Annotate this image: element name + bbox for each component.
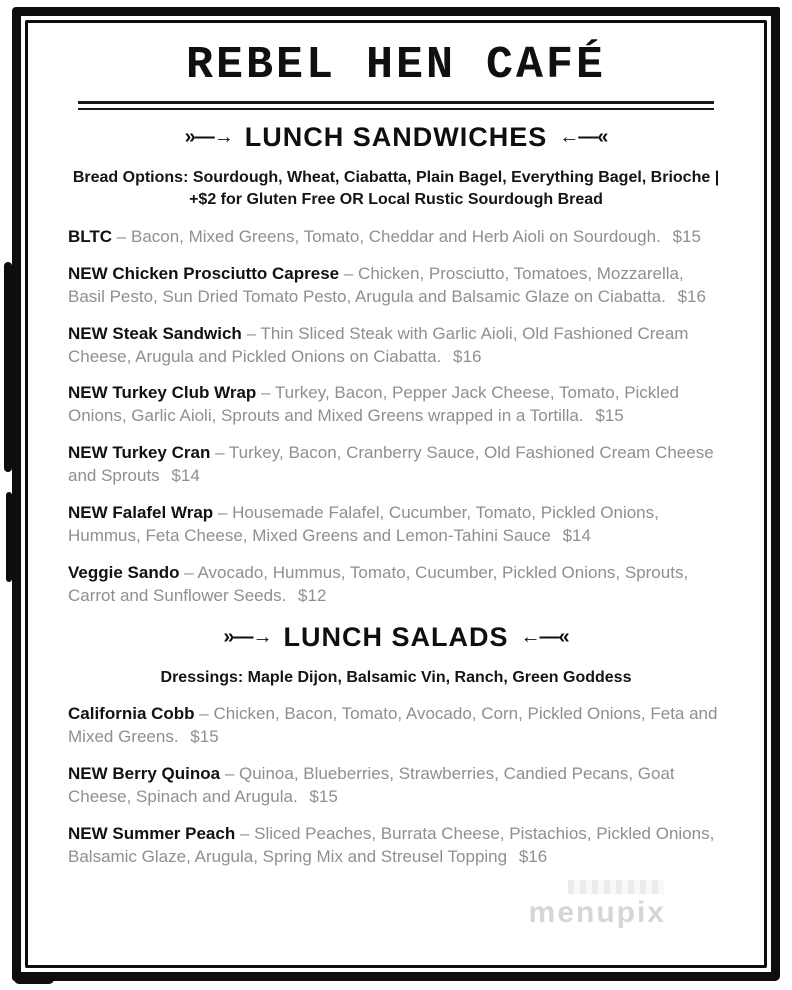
menu-item [68, 703, 724, 749]
watermark-box [568, 880, 664, 894]
menu-section-lunch-salads [66, 622, 726, 869]
section-note: Dressings: Maple Dijon, Balsamic Vin, Ranch, Green Goddess [160, 668, 632, 686]
item-description: – Avocado, Hummus, Tomato, Cucumber, Pickled Onions, Sprouts, Carrot and Sunflower Seeds. [68, 563, 689, 606]
menu-item [68, 502, 724, 548]
menu-item [68, 323, 724, 369]
menu-content [30, 16, 762, 974]
item-price: $12 [298, 586, 327, 606]
item-name: NEW Turkey Cran [68, 443, 211, 463]
item-list [66, 703, 726, 869]
left-arrow-icon: »—→ [184, 126, 233, 148]
item-description: – Quinoa, Blueberries, Strawberries, Candied Pecans, Goat Cheese, Spinach and Arugula. [68, 764, 675, 807]
item-price: $15 [309, 787, 338, 807]
page-title: REBEL HEN CAFÉ [185, 40, 607, 91]
menu-item [68, 382, 724, 428]
item-price: $14 [171, 466, 200, 486]
item-description: – Turkey, Bacon, Cranberry Sauce, Old Fashioned Cream Cheese and Sprouts [68, 443, 714, 486]
title-divider [78, 101, 714, 110]
item-description: – Turkey, Bacon, Pepper Jack Cheese, Tomato, Pickled Onions, Garlic Aioli, Sprouts and Mixed Greens wrapped in a Tortilla. [68, 383, 679, 426]
item-name: Veggie Sando [68, 563, 180, 583]
item-price: $15 [672, 226, 701, 246]
menu-item [68, 226, 724, 249]
ink-smudge [6, 492, 12, 582]
item-name: California Cobb [68, 704, 195, 724]
item-description: – Thin Sliced Steak with Garlic Aioli, Old Fashioned Cream Cheese, Arugula and Pickled Onions on Ciabatta. [68, 323, 689, 366]
section-heading: LUNCH SALADS [283, 621, 509, 652]
right-arrow-icon: ←—« [520, 625, 569, 648]
item-name: NEW Berry Quinoa [68, 764, 221, 784]
menu-item [68, 823, 724, 869]
item-price: $14 [562, 526, 591, 546]
item-name: NEW Falafel Wrap [68, 503, 214, 523]
item-price: $16 [677, 286, 706, 306]
item-description: – Housemade Falafel, Cucumber, Tomato, Pickled Onions, Hummus, Feta Cheese, Mixed Greens and Lemon-Tahini Sauce [68, 503, 659, 546]
section-header [66, 122, 726, 153]
item-price: $16 [453, 346, 482, 366]
right-arrow-icon: ←—« [559, 126, 608, 148]
item-name: BLTC [68, 226, 113, 246]
section-note: Bread Options: Sourdough, Wheat, Ciabatta, Plain Bagel, Everything Bagel, Brioche | +$2 for Gluten Free OR Local Rustic Sourdough Bread [72, 169, 720, 209]
item-description: – Chicken, Prosciutto, Tomatoes, Mozzarella, Basil Pesto, Sun Dried Tomato Pesto, Arugula and Balsamic Glaze on Ciabatta. [68, 263, 684, 306]
item-description: – Sliced Peaches, Burrata Cheese, Pistachios, Pickled Onions, Balsamic Glaze, Arugula, Spring Mix and Streusel Topping [68, 824, 715, 867]
item-description: – Bacon, Mixed Greens, Tomato, Cheddar and Herb Aioli on Sourdough. [116, 226, 661, 246]
left-arrow-icon: »—→ [223, 625, 272, 648]
section-header [66, 622, 726, 653]
menu-item [68, 263, 724, 309]
menu-item [68, 763, 724, 809]
menu-item [68, 562, 724, 608]
section-heading: LUNCH SANDWICHES [244, 122, 548, 152]
item-name: NEW Steak Sandwich [68, 323, 242, 343]
menu-item [68, 442, 724, 488]
watermark: menupix [528, 896, 666, 929]
item-price: $15 [595, 406, 624, 426]
item-price: $15 [190, 727, 219, 747]
item-description: – Chicken, Bacon, Tomato, Avocado, Corn, Pickled Onions, Feta and Mixed Greens. [68, 704, 718, 747]
item-list [66, 226, 726, 608]
menu-section-lunch-sandwiches [66, 122, 726, 608]
item-name: NEW Chicken Prosciutto Caprese [68, 263, 340, 283]
ink-smudge [4, 262, 12, 472]
item-price: $16 [518, 847, 548, 867]
item-name: NEW Turkey Club Wrap [68, 383, 257, 403]
item-name: NEW Summer Peach [68, 824, 236, 844]
